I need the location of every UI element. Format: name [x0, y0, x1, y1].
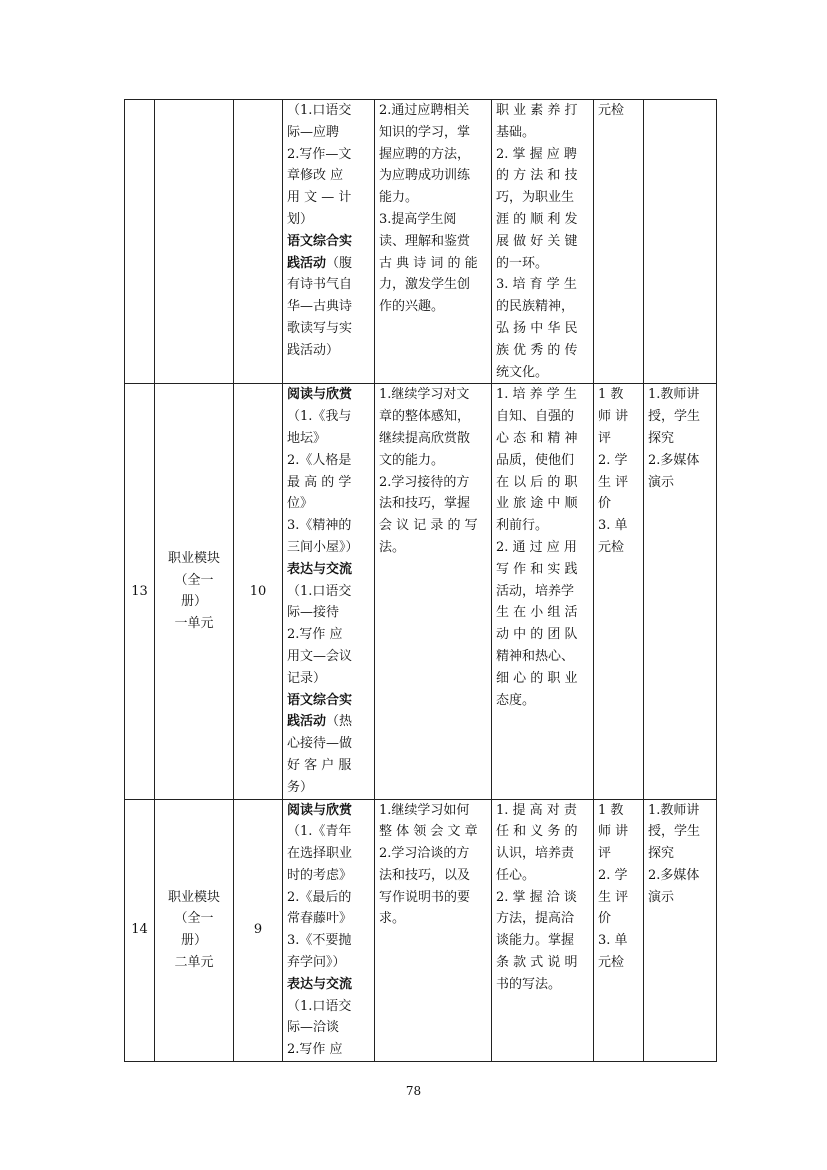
- content-line: [287, 800, 370, 822]
- module-line: 职业模块: [167, 889, 220, 905]
- content-text: 2.写作 应: [287, 1042, 343, 1058]
- goals-cell: [375, 100, 492, 384]
- methods-line: 授，学生: [648, 409, 701, 425]
- assessment-line: 1 教: [598, 802, 624, 818]
- content-text: 2.《人格是: [287, 452, 352, 468]
- table-row: [125, 100, 717, 384]
- content-line: [287, 733, 370, 755]
- content-heading: 表达与交流: [287, 561, 353, 577]
- methods-line: 1.教师讲: [648, 387, 700, 403]
- goals-line: 法和技巧，以及: [379, 867, 471, 883]
- quality-line: 任心。: [496, 867, 536, 883]
- content-text: （热: [326, 714, 353, 730]
- quality-line: 精神和热心、: [496, 648, 575, 664]
- assessment-line: 2. 学: [598, 867, 628, 883]
- assessment-line: 师 讲: [598, 824, 629, 840]
- content-heading: 阅读与欣赏: [287, 387, 353, 403]
- module-line: 册）: [180, 594, 207, 610]
- content-text: 际—洽谈: [287, 1020, 340, 1036]
- content-cell: [283, 384, 375, 799]
- goals-line: 握应聘的方法，: [379, 146, 471, 162]
- goals-line: 2.通过应聘相关: [379, 103, 470, 118]
- methods-line: 2.多媒体: [648, 452, 700, 468]
- quality-line: 任 和 义 务 的: [496, 824, 578, 840]
- content-text: 3.《精神的: [287, 518, 352, 534]
- quality-line: 统文化。: [496, 364, 549, 380]
- sequence-cell: [125, 799, 155, 1062]
- content-line: [287, 253, 370, 275]
- content-line: [287, 930, 370, 952]
- assessment-line: 1 教: [598, 387, 624, 403]
- goals-line: 法。: [379, 539, 406, 555]
- sequence-cell: [125, 384, 155, 799]
- assessment-line: 2. 学: [598, 452, 628, 468]
- goals-line: 古 典 诗 词 的 能: [379, 255, 478, 271]
- assessment-line: 价: [598, 496, 612, 512]
- goals-line: 继续提高欣赏散: [379, 430, 471, 446]
- content-text: 心接待—做: [287, 736, 353, 752]
- assessment-cell: [594, 384, 644, 799]
- assessment-line: 师 讲: [598, 409, 629, 425]
- assessment-line: 生 评: [598, 474, 629, 490]
- content-text: 三间小屋》）: [287, 539, 359, 555]
- content-text: 最 高 的 学: [287, 474, 352, 490]
- content-text: （1.《青年: [287, 824, 352, 840]
- goals-line: 1.继续学习对文: [379, 387, 470, 403]
- content-text: 歌读写与实: [287, 320, 353, 336]
- quality-line: 在 以 后 的 职: [496, 474, 578, 490]
- methods-line: 探究: [648, 846, 675, 862]
- content-line: [287, 668, 370, 690]
- content-line: [287, 624, 370, 646]
- module-line: （全一: [174, 572, 214, 588]
- hours-cell: [234, 384, 283, 799]
- content-line: [287, 231, 370, 253]
- quality-line: 方法，提高洽: [496, 911, 575, 927]
- quality-line: 生 在 小 组 活: [496, 605, 578, 621]
- goals-line: 求。: [379, 911, 406, 927]
- goals-line: 法和技巧，掌握: [379, 496, 471, 512]
- goals-line: 作的兴趣。: [379, 299, 445, 315]
- content-line: [287, 165, 370, 187]
- content-text: 2.《最后的: [287, 889, 352, 905]
- content-line: [287, 318, 370, 340]
- content-text: 用文—会议: [287, 648, 353, 664]
- quality-cell: [492, 100, 594, 384]
- goals-line: 章的整体感知，: [379, 409, 471, 425]
- quality-line: 2. 掌 握 应 聘: [496, 146, 577, 162]
- hours-cell: [234, 100, 283, 384]
- content-text: 好 客 户 服: [287, 757, 352, 773]
- content-text: 常春藤叶》: [287, 911, 353, 927]
- goals-line: 1.继续学习如何: [379, 802, 470, 818]
- content-line: [287, 450, 370, 472]
- table-row: [125, 799, 717, 1062]
- table-row: [125, 384, 717, 799]
- content-line: [287, 974, 370, 996]
- quality-line: 1. 培 养 学 生: [496, 387, 577, 403]
- methods-line: 演示: [648, 889, 675, 905]
- content-line: [287, 340, 370, 362]
- quality-line: 态度。: [496, 692, 536, 708]
- content-text: （1.《我与: [287, 409, 352, 425]
- quality-line: 职 业 素 养 打: [496, 103, 578, 118]
- content-line: [287, 996, 370, 1018]
- quality-line: 利前行。: [496, 518, 549, 534]
- module-cell: [155, 384, 234, 799]
- content-line: [287, 144, 370, 166]
- quality-line: 条 款 式 说 明: [496, 955, 578, 971]
- content-heading: 语文综合实: [287, 692, 353, 708]
- hours-value: 9: [253, 922, 263, 938]
- goals-line: 2.学习洽谈的方: [379, 846, 470, 862]
- content-text: 位》: [287, 496, 314, 512]
- assessment-line: 生 评: [598, 889, 629, 905]
- content-text: （腹: [326, 255, 353, 271]
- content-line: [287, 821, 370, 843]
- module-line: （全一: [174, 911, 214, 927]
- content-line: [287, 843, 370, 865]
- quality-line: 2. 掌 握 洽 谈: [496, 889, 577, 905]
- content-line: [287, 646, 370, 668]
- methods-line: 探究: [648, 430, 675, 446]
- methods-cell: [644, 100, 717, 384]
- methods-line: 2.多媒体: [648, 867, 700, 883]
- content-text: （1.口语交: [287, 583, 352, 599]
- content-text: （1.口语交: [287, 103, 352, 118]
- quality-line: 活动，培养学: [496, 583, 575, 599]
- content-line: [287, 274, 370, 296]
- content-line: [287, 908, 370, 930]
- content-line: [287, 515, 370, 537]
- quality-cell: [492, 384, 594, 799]
- content-heading: 阅读与欣赏: [287, 802, 353, 818]
- content-text: 记录）: [287, 670, 327, 686]
- content-line: [287, 755, 370, 777]
- quality-line: 涯 的 顺 利 发: [496, 211, 578, 227]
- quality-line: 细 心 的 职 业: [496, 670, 578, 686]
- quality-line: 1. 提 高 对 责: [496, 802, 577, 818]
- content-line: [287, 865, 370, 887]
- content-text: 务）: [287, 779, 314, 795]
- content-text: 华—古典诗: [287, 299, 353, 315]
- quality-line: 书的写法。: [496, 976, 562, 992]
- content-heading: 践活动: [287, 714, 327, 730]
- content-line: [287, 602, 370, 624]
- content-text: 时的考虑》: [287, 867, 353, 883]
- content-line: [287, 406, 370, 428]
- content-cell: [283, 100, 375, 384]
- assessment-line: 评: [598, 430, 612, 446]
- assessment-cell: [594, 100, 644, 384]
- quality-line: 的一环。: [496, 255, 549, 271]
- assessment-cell: [594, 799, 644, 1062]
- quality-line: 3. 培 育 学 生: [496, 277, 577, 293]
- content-line: [287, 559, 370, 581]
- module-cell: [155, 100, 234, 384]
- content-text: 3.《不要抛: [287, 933, 352, 949]
- quality-line: 族 优 秀 的 传: [496, 342, 578, 358]
- content-text: 际—接待: [287, 605, 340, 621]
- content-text: 际—应聘: [287, 124, 340, 140]
- hours-cell: [234, 799, 283, 1062]
- goals-cell: [375, 384, 492, 799]
- content-line: [287, 887, 370, 909]
- content-text: 有诗书气自: [287, 277, 353, 293]
- assessment-line: 元检: [598, 103, 625, 118]
- quality-line: 心 态 和 精 神: [496, 430, 578, 446]
- content-text: （1.口语交: [287, 998, 352, 1014]
- content-line: [287, 187, 370, 209]
- assessment-line: 评: [598, 846, 612, 862]
- quality-line: 弘 扬 中 华 民: [496, 320, 578, 336]
- goals-line: 能力。: [379, 190, 419, 206]
- content-line: [287, 1017, 370, 1039]
- content-line: [287, 711, 370, 733]
- content-text: 2.写作—文: [287, 146, 352, 162]
- goals-line: 整 体 领 会 文 章: [379, 824, 478, 840]
- quality-line: 品质，使他们: [496, 452, 575, 468]
- quality-line: 动 中 的 团 队: [496, 627, 578, 643]
- content-line: [287, 777, 370, 799]
- quality-line: 业 旅 途 中 顺: [496, 496, 578, 512]
- goals-line: 知识的学习，掌: [379, 124, 471, 140]
- quality-line: 展 做 好 关 键: [496, 233, 578, 249]
- content-line: [287, 952, 370, 974]
- content-line: [287, 428, 370, 450]
- assessment-line: 价: [598, 911, 612, 927]
- content-line: [287, 209, 370, 231]
- quality-line: 认识，培养责: [496, 846, 575, 862]
- content-text: 在选择职业: [287, 846, 353, 862]
- goals-line: 力，激发学生创: [379, 277, 471, 293]
- assessment-line: 元检: [598, 539, 625, 555]
- sequence-cell: [125, 100, 155, 384]
- goals-line: 2.学习接待的方: [379, 474, 470, 490]
- goals-cell: [375, 799, 492, 1062]
- content-line: [287, 472, 370, 494]
- module-line: 一单元: [174, 616, 214, 632]
- goals-line: 为应聘成功训练: [379, 168, 471, 184]
- content-line: [287, 296, 370, 318]
- quality-line: 的民族精神，: [496, 299, 575, 315]
- methods-line: 授，学生: [648, 824, 701, 840]
- methods-line: 1.教师讲: [648, 802, 700, 818]
- content-line: [287, 493, 370, 515]
- goals-line: 文的能力。: [379, 452, 445, 468]
- module-line: 职业模块: [167, 550, 220, 566]
- quality-line: 自知、自强的: [496, 409, 575, 425]
- content-cell: [283, 799, 375, 1062]
- content-line: [287, 1039, 370, 1061]
- content-line: [287, 690, 370, 712]
- content-text: 践活动）: [287, 342, 340, 358]
- goals-line: 读、理解和鉴赏: [379, 233, 471, 249]
- goals-line: 3.提高学生阅: [379, 211, 457, 227]
- curriculum-table: [124, 99, 717, 1062]
- hours-value: 10: [249, 583, 267, 599]
- quality-cell: [492, 799, 594, 1062]
- content-text: 地坛》: [287, 430, 327, 446]
- quality-line: 的 方 法 和 技: [496, 168, 578, 184]
- content-heading: 践活动: [287, 255, 327, 271]
- sequence-number: 14: [131, 922, 148, 938]
- quality-line: 基础。: [496, 124, 536, 140]
- goals-line: 写作说明书的要: [379, 889, 471, 905]
- assessment-line: 3. 单: [598, 518, 628, 534]
- content-text: 弃学问》）: [287, 955, 346, 971]
- quality-line: 写 作 和 实 践: [496, 561, 578, 577]
- content-text: 2.写作 应: [287, 627, 343, 643]
- module-line: 册）: [180, 933, 207, 949]
- content-line: [287, 537, 370, 559]
- goals-line: 会 议 记 录 的 写: [379, 518, 478, 534]
- sequence-number: 13: [131, 583, 148, 599]
- content-line: [287, 122, 370, 144]
- content-line: [287, 100, 370, 122]
- page-number: 78: [405, 1084, 422, 1098]
- methods-cell: [644, 799, 717, 1062]
- assessment-line: 元检: [598, 955, 625, 971]
- content-text: 章修改 应: [287, 168, 344, 184]
- content-heading: 语文综合实: [287, 233, 353, 249]
- content-text: 划）: [287, 211, 314, 227]
- content-line: [287, 384, 370, 406]
- content-line: [287, 581, 370, 603]
- quality-line: 巧，为职业生: [496, 190, 575, 206]
- assessment-line: 3. 单: [598, 933, 628, 949]
- content-heading: 表达与交流: [287, 976, 353, 992]
- quality-line: 谈能力。掌握: [496, 933, 575, 949]
- quality-line: 2. 通 过 应 用: [496, 539, 577, 555]
- methods-cell: [644, 384, 717, 799]
- content-text: 用 文 — 计: [287, 190, 352, 206]
- module-line: 二单元: [174, 955, 214, 971]
- methods-line: 演示: [648, 474, 675, 490]
- module-cell: [155, 799, 234, 1062]
